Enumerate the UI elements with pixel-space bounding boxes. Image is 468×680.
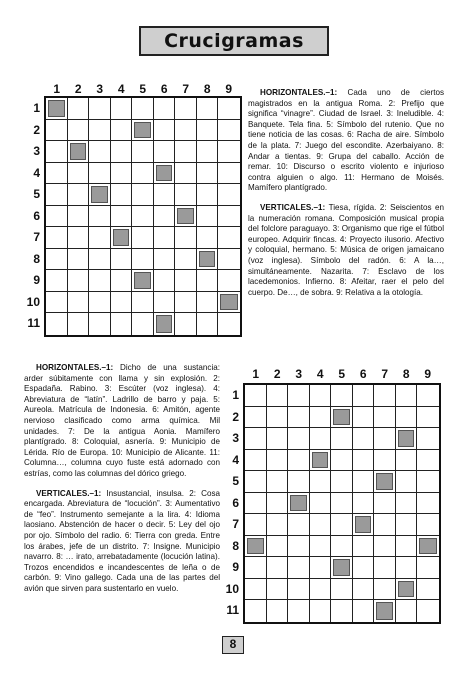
row-number: 1 xyxy=(33,101,40,115)
grid-cell[interactable] xyxy=(417,428,439,450)
row-number: 4 xyxy=(232,452,239,467)
grid-cell[interactable] xyxy=(353,428,375,450)
grid-cell[interactable] xyxy=(197,184,219,206)
grid-cell[interactable] xyxy=(396,536,418,558)
black-cell xyxy=(245,536,267,558)
grid-cell[interactable] xyxy=(288,450,310,472)
grid-cell[interactable] xyxy=(154,141,176,163)
grid-cell[interactable] xyxy=(111,163,133,185)
grid-cell[interactable] xyxy=(218,227,240,249)
grid-cell[interactable] xyxy=(267,471,289,493)
grid-cell[interactable] xyxy=(111,98,133,120)
grid-cell[interactable] xyxy=(331,514,353,536)
row-number: 3 xyxy=(33,144,40,158)
column-number: 6 xyxy=(160,82,168,96)
column-number: 6 xyxy=(359,367,367,381)
grid-cell[interactable] xyxy=(310,428,332,450)
black-cell xyxy=(417,536,439,558)
grid-cell[interactable] xyxy=(396,471,418,493)
grid-cell[interactable] xyxy=(267,450,289,472)
grid-cell[interactable] xyxy=(46,249,68,271)
grid-cell[interactable] xyxy=(267,493,289,515)
column-number: 1 xyxy=(53,82,61,96)
grid-cell[interactable] xyxy=(175,98,197,120)
black-cell xyxy=(132,120,154,142)
grid-cell[interactable] xyxy=(46,227,68,249)
grid-cell[interactable] xyxy=(288,514,310,536)
grid-cell[interactable] xyxy=(245,600,267,622)
row-number: 5 xyxy=(33,187,40,201)
grid-cell[interactable] xyxy=(175,141,197,163)
grid-cell[interactable] xyxy=(245,493,267,515)
grid-cell[interactable] xyxy=(396,450,418,472)
row-number: 6 xyxy=(33,208,40,223)
grid-cell[interactable] xyxy=(154,184,176,206)
grid-cell[interactable] xyxy=(175,184,197,206)
grid-cell[interactable] xyxy=(46,313,68,335)
page-title: Crucigramas xyxy=(164,30,304,52)
grid-cell[interactable] xyxy=(154,270,176,292)
grid-cell[interactable] xyxy=(197,98,219,120)
row-number: 1 xyxy=(232,388,239,402)
grid-cell[interactable] xyxy=(111,206,133,228)
column-number: 2 xyxy=(273,367,281,381)
grid-cell[interactable] xyxy=(175,270,197,292)
grid-cell[interactable] xyxy=(89,270,111,292)
grid-cell[interactable] xyxy=(46,206,68,228)
grid-cell[interactable] xyxy=(288,557,310,579)
grid-cell[interactable] xyxy=(197,292,219,314)
grid-cell[interactable] xyxy=(310,385,332,407)
grid-cell[interactable] xyxy=(89,163,111,185)
grid-cell[interactable] xyxy=(374,514,396,536)
grid-cell[interactable] xyxy=(331,493,353,515)
column-numbers xyxy=(46,82,240,96)
grid-cell[interactable] xyxy=(310,600,332,622)
grid-cell[interactable] xyxy=(396,385,418,407)
grid-cell[interactable] xyxy=(245,471,267,493)
grid-cell[interactable] xyxy=(353,579,375,601)
clue-text: Tiesa, rígida. 2: Seiscientos en la numeración romana. Composición musical propia del folclore paraguayo. 3: Organismo que rige el fútbol europeo. Adquirir fincas. 4: Proyecto ilusorio. Afectivo y coloquial, hermano. 5: Música de origen jamaicano (voz inglesa). Símbolo del radón. 6: A la…, simultáneamente. Nazarita. 7: Esclavo de los lacedemonios. Infierno. 8: Afeitar, raer el pelo del cuerpo. De…, de sobra. 9: Relativa a la otología. xyxy=(248,202,445,297)
vertical-clues xyxy=(248,203,444,298)
grid-cell[interactable] xyxy=(353,600,375,622)
grid-cell[interactable] xyxy=(417,471,439,493)
grid-cell[interactable] xyxy=(353,471,375,493)
black-cell xyxy=(396,579,418,601)
grid-cell[interactable] xyxy=(374,428,396,450)
grid-cell[interactable] xyxy=(46,270,68,292)
grid-cell[interactable] xyxy=(111,184,133,206)
grid-cell[interactable] xyxy=(331,579,353,601)
black-cell xyxy=(154,163,176,185)
grid-cell[interactable] xyxy=(267,385,289,407)
row-number: 7 xyxy=(33,230,40,244)
grid-cell[interactable] xyxy=(46,163,68,185)
row-number: 11 xyxy=(27,316,40,330)
grid-cell[interactable] xyxy=(288,579,310,601)
column-number: 3 xyxy=(295,367,303,381)
crossword-grid xyxy=(243,383,441,624)
grid-cell[interactable] xyxy=(154,292,176,314)
row-number: 6 xyxy=(232,495,239,510)
grid-cell[interactable] xyxy=(218,120,240,142)
row-numbers xyxy=(24,98,40,335)
row-number: 2 xyxy=(232,409,239,424)
grid-cell[interactable] xyxy=(288,428,310,450)
grid-cell[interactable] xyxy=(89,98,111,120)
column-number: 9 xyxy=(424,367,432,381)
grid-cell[interactable] xyxy=(353,385,375,407)
grid-cell[interactable] xyxy=(310,557,332,579)
grid-cell[interactable] xyxy=(68,270,90,292)
grid-cell[interactable] xyxy=(288,407,310,429)
grid-cell[interactable] xyxy=(245,385,267,407)
grid-cell[interactable] xyxy=(197,206,219,228)
grid-cell[interactable] xyxy=(89,141,111,163)
grid-cell[interactable] xyxy=(89,249,111,271)
black-cell xyxy=(46,98,68,120)
page-number: 8 xyxy=(222,636,244,654)
black-cell xyxy=(175,206,197,228)
column-number: 8 xyxy=(203,82,211,96)
grid-cell[interactable] xyxy=(396,514,418,536)
clue-text: Cada uno de ciertos magistrados en la antigua Roma. 2: Prefijo que significa “vinagre”. Ciudad de Israel. 3: Ineludible. 4: Banquete. Tela fina. 5: Símbolo del rutenio. Que no tiene noticia de las cosas. 6: Racha de aire. Símbolo de la plata. 7: Juego del escondite. Azerbaiyano. 8: Andar a tientas. 9: Grupa del caballo. Acción de remar. 10: Discurso o escrito violento e injurioso contra alguien o algo. 11: Hermano de Moisés. Mamífero plantígrado. xyxy=(248,88,444,193)
grid-cell[interactable] xyxy=(175,163,197,185)
clues-1 xyxy=(248,88,444,307)
grid-cell[interactable] xyxy=(288,600,310,622)
grid-cell[interactable] xyxy=(396,493,418,515)
grid-cell[interactable] xyxy=(353,536,375,558)
grid-cell[interactable] xyxy=(132,249,154,271)
black-cell xyxy=(89,184,111,206)
grid-cell[interactable] xyxy=(132,184,154,206)
black-cell xyxy=(331,557,353,579)
column-numbers xyxy=(245,367,439,381)
grid-cell[interactable] xyxy=(245,407,267,429)
black-cell xyxy=(197,249,219,271)
grid-cell[interactable] xyxy=(353,407,375,429)
grid-cell[interactable] xyxy=(331,428,353,450)
grid-cell[interactable] xyxy=(154,98,176,120)
grid-cell[interactable] xyxy=(132,163,154,185)
grid-cell[interactable] xyxy=(331,450,353,472)
grid-cell[interactable] xyxy=(68,98,90,120)
horizontal-clues xyxy=(24,363,220,480)
row-number: 9 xyxy=(33,273,40,287)
clue-heading: HORIZONTALES.–1: xyxy=(260,88,338,97)
grid-cell[interactable] xyxy=(89,313,111,335)
grid-cell[interactable] xyxy=(374,493,396,515)
black-cell xyxy=(68,141,90,163)
column-number: 4 xyxy=(117,82,125,96)
column-number: 3 xyxy=(96,82,104,96)
row-number: 10 xyxy=(225,581,239,596)
black-cell xyxy=(218,292,240,314)
grid-cell[interactable] xyxy=(218,98,240,120)
grid-cell[interactable] xyxy=(417,493,439,515)
row-number: 5 xyxy=(232,474,239,488)
grid-cell[interactable] xyxy=(68,163,90,185)
black-cell xyxy=(331,407,353,429)
black-cell xyxy=(132,270,154,292)
grid-cell[interactable] xyxy=(396,600,418,622)
grid-cell[interactable] xyxy=(310,407,332,429)
grid-cell[interactable] xyxy=(175,227,197,249)
clue-heading: VERTICALES.–1: xyxy=(260,202,326,212)
grid-cell[interactable] xyxy=(245,579,267,601)
grid-cell[interactable] xyxy=(374,557,396,579)
grid-cell[interactable] xyxy=(46,120,68,142)
clue-heading: HORIZONTALES.–1: xyxy=(36,363,114,372)
column-number: 2 xyxy=(74,82,82,96)
column-number: 9 xyxy=(225,82,233,96)
grid-cell[interactable] xyxy=(46,292,68,314)
clues-2 xyxy=(24,363,220,603)
grid-cell[interactable] xyxy=(267,536,289,558)
row-number: 9 xyxy=(232,560,239,574)
grid-cell[interactable] xyxy=(218,141,240,163)
grid-cell[interactable] xyxy=(89,227,111,249)
grid-cell[interactable] xyxy=(267,514,289,536)
grid-cell[interactable] xyxy=(331,536,353,558)
black-cell xyxy=(353,514,375,536)
grid-cell[interactable] xyxy=(353,450,375,472)
row-number: 8 xyxy=(33,251,40,266)
black-cell xyxy=(374,600,396,622)
column-number: 5 xyxy=(338,367,346,381)
row-number: 4 xyxy=(33,165,40,180)
vertical-clues xyxy=(24,489,220,595)
grid-cell[interactable] xyxy=(396,407,418,429)
grid-cell[interactable] xyxy=(288,536,310,558)
grid-cell[interactable] xyxy=(154,206,176,228)
grid-cell[interactable] xyxy=(396,557,418,579)
title-banner xyxy=(139,26,329,56)
grid-cell[interactable] xyxy=(331,385,353,407)
grid-cell[interactable] xyxy=(417,579,439,601)
grid-cell[interactable] xyxy=(417,407,439,429)
grid-cell[interactable] xyxy=(310,471,332,493)
grid-cell[interactable] xyxy=(310,579,332,601)
grid-cell[interactable] xyxy=(267,579,289,601)
grid-cell[interactable] xyxy=(175,249,197,271)
grid-cell[interactable] xyxy=(46,141,68,163)
grid-cell[interactable] xyxy=(374,579,396,601)
row-number: 10 xyxy=(26,294,40,309)
grid-cell[interactable] xyxy=(197,120,219,142)
grid-cell[interactable] xyxy=(288,471,310,493)
grid-cell[interactable] xyxy=(197,163,219,185)
grid-cell[interactable] xyxy=(245,428,267,450)
column-number: 7 xyxy=(381,367,389,381)
grid-cell[interactable] xyxy=(68,120,90,142)
grid-cell[interactable] xyxy=(197,227,219,249)
grid-cell[interactable] xyxy=(132,227,154,249)
grid-cell[interactable] xyxy=(310,493,332,515)
grid-cell[interactable] xyxy=(68,292,90,314)
clue-text: Dicho de una sustancia: arder súbitamente con llama y sin explosión. 2: Espadaña. Rabino. 3: Escúter (voz inglesa). 4: Abreviatura de “latín”. Ladrillo de barro y paja. 5: Aureola. Matrícula de Indonesia. 6: Amitón, agente nervioso clasificado como arma química. Mil unidades. 7: De la antigua Aonia. Mamífero plantígrado. 8: Coloquial, asnería. 9: Municipio de Lérida. Río de Europa. 10: Municipio de Alicante. 11: Columna…, columna cuyo fuste está adornado con estrías, como las columnas del dórico griego. xyxy=(24,363,221,478)
grid-cell[interactable] xyxy=(132,313,154,335)
grid-cell[interactable] xyxy=(417,450,439,472)
grid-cell[interactable] xyxy=(46,184,68,206)
grid-cell[interactable] xyxy=(288,385,310,407)
grid-cell[interactable] xyxy=(310,536,332,558)
grid-cell[interactable] xyxy=(245,557,267,579)
grid-cell[interactable] xyxy=(245,514,267,536)
grid-cell[interactable] xyxy=(197,313,219,335)
grid-cell[interactable] xyxy=(154,227,176,249)
grid-cell[interactable] xyxy=(267,407,289,429)
column-number: 8 xyxy=(402,367,410,381)
grid-cell[interactable] xyxy=(132,292,154,314)
grid-cell[interactable] xyxy=(68,227,90,249)
column-number: 5 xyxy=(139,82,147,96)
grid-cell[interactable] xyxy=(89,292,111,314)
grid-cell[interactable] xyxy=(218,184,240,206)
grid-cell[interactable] xyxy=(132,206,154,228)
row-numbers xyxy=(223,385,239,622)
grid-cell[interactable] xyxy=(218,206,240,228)
grid-cell[interactable] xyxy=(218,249,240,271)
grid-cell[interactable] xyxy=(267,428,289,450)
grid-cell[interactable] xyxy=(218,163,240,185)
grid-cell[interactable] xyxy=(374,450,396,472)
column-number: 1 xyxy=(252,367,260,381)
grid-cell[interactable] xyxy=(310,514,332,536)
black-cell xyxy=(396,428,418,450)
grid-cell[interactable] xyxy=(175,292,197,314)
black-cell xyxy=(288,493,310,515)
black-cell xyxy=(111,227,133,249)
grid-cell[interactable] xyxy=(68,206,90,228)
grid-cell[interactable] xyxy=(417,514,439,536)
grid-cell[interactable] xyxy=(154,249,176,271)
column-number: 7 xyxy=(182,82,190,96)
row-number: 3 xyxy=(232,431,239,445)
grid-cell[interactable] xyxy=(175,120,197,142)
grid-cell[interactable] xyxy=(353,557,375,579)
grid-cell[interactable] xyxy=(417,557,439,579)
grid-cell[interactable] xyxy=(374,385,396,407)
grid-cell[interactable] xyxy=(374,536,396,558)
row-number: 7 xyxy=(232,517,239,531)
clue-heading: VERTICALES.–1: xyxy=(36,488,102,498)
grid-cell[interactable] xyxy=(111,120,133,142)
grid-cell[interactable] xyxy=(267,557,289,579)
grid-cell[interactable] xyxy=(267,600,289,622)
row-number: 8 xyxy=(232,538,239,553)
grid-cell[interactable] xyxy=(132,141,154,163)
grid-cell[interactable] xyxy=(331,600,353,622)
grid-cell[interactable] xyxy=(111,249,133,271)
black-cell xyxy=(374,471,396,493)
grid-cell[interactable] xyxy=(417,385,439,407)
grid-cell[interactable] xyxy=(111,141,133,163)
grid-cell[interactable] xyxy=(197,141,219,163)
horizontal-clues xyxy=(248,88,444,194)
black-cell xyxy=(310,450,332,472)
grid-cell[interactable] xyxy=(175,313,197,335)
grid-cell[interactable] xyxy=(132,98,154,120)
grid-cell[interactable] xyxy=(218,270,240,292)
grid-cell[interactable] xyxy=(197,270,219,292)
grid-cell[interactable] xyxy=(89,120,111,142)
grid-cell[interactable] xyxy=(154,120,176,142)
row-number: 2 xyxy=(33,122,40,137)
grid-cell[interactable] xyxy=(417,600,439,622)
row-number: 11 xyxy=(226,603,239,617)
grid-cell[interactable] xyxy=(218,313,240,335)
grid-cell[interactable] xyxy=(89,206,111,228)
grid-cell[interactable] xyxy=(374,407,396,429)
grid-cell[interactable] xyxy=(68,184,90,206)
crossword-grid xyxy=(44,96,242,337)
black-cell xyxy=(154,313,176,335)
column-number: 4 xyxy=(316,367,324,381)
grid-cell[interactable] xyxy=(353,493,375,515)
grid-cell[interactable] xyxy=(245,450,267,472)
clue-text: Insustancial, insulsa. 2: Cosa encargada. Abreviatura de “locución”. 3: Aumentativo de “feo”. Instrumento semejante a la lira. 4: Idioma laosiano. Abstención de hacer o decir. 5: Ley del ojo por ojo. Símbolo del radio. 6: Tierra con greda. Entre los árabes, jefe de un distrito. 7: Insigne. Municipio navarro. 8: … irato, arrebatadamente (locución latina). Trozos encendidos e incandescentes de leña o de carbón. 9: Vino gallego. Cada una de las partes del avión que sirven para sustentarlo en vuelo. xyxy=(24,488,221,593)
grid-cell[interactable] xyxy=(111,292,133,314)
grid-cell[interactable] xyxy=(68,313,90,335)
grid-cell[interactable] xyxy=(111,270,133,292)
grid-cell[interactable] xyxy=(111,313,133,335)
grid-cell[interactable] xyxy=(68,249,90,271)
grid-cell[interactable] xyxy=(331,471,353,493)
